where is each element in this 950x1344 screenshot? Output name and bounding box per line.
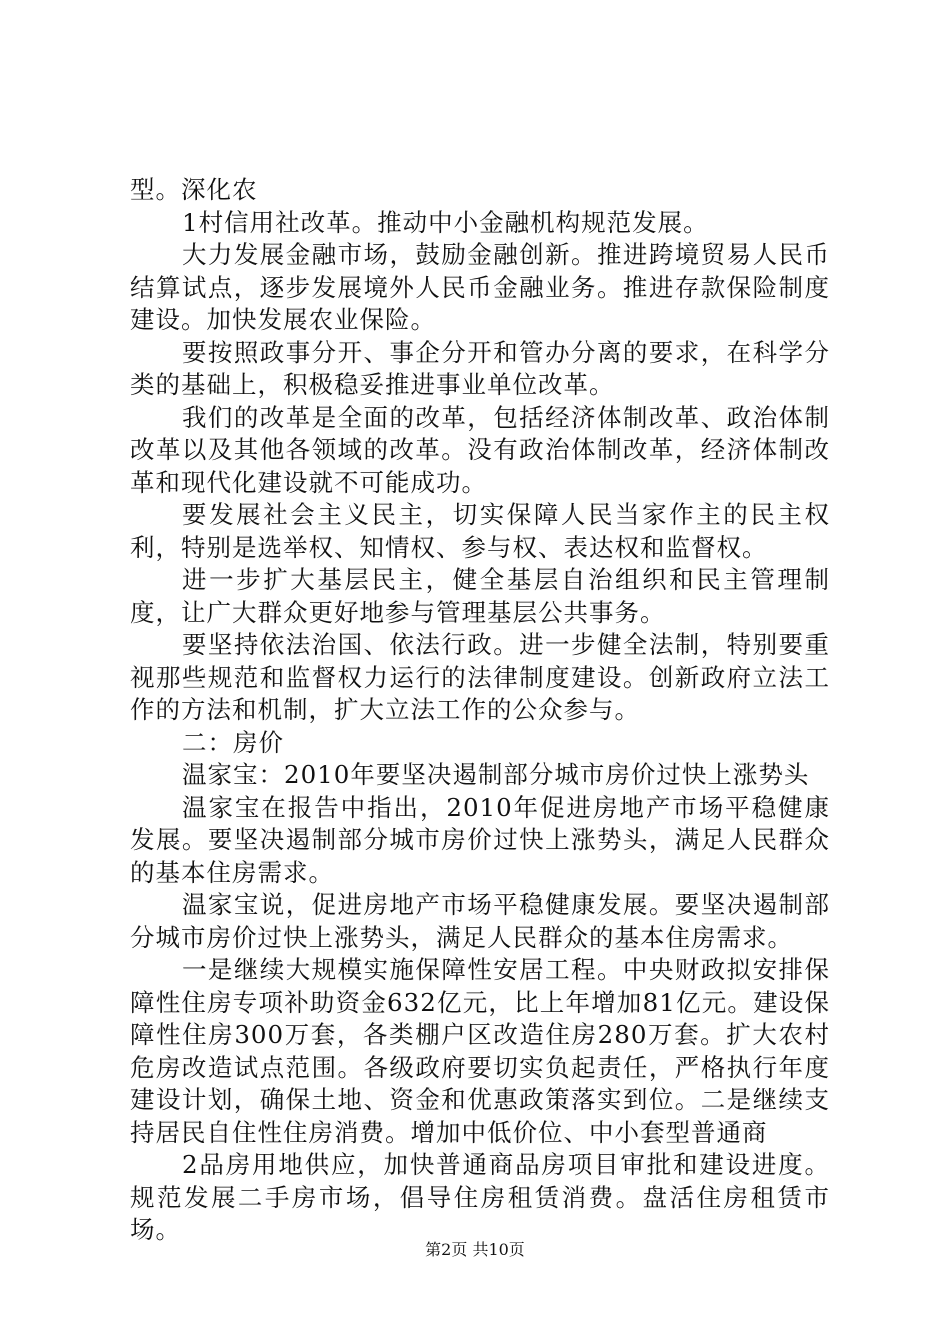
paragraph-5: 要发展社会主义民主，切实保障人民当家作主的民主权利，特别是选举权、知情权、参与权、表达权和监督权。 (130, 500, 830, 562)
paragraph-4: 我们的改革是全面的改革，包括经济体制改革、政治体制改革以及其他各领域的改革。没有政治体制改革，经济体制改革和现代化建设就不可能成功。 (130, 402, 830, 497)
paragraph-10: 温家宝在报告中指出，2010年促进房地产市场平稳健康发展。要坚决遏制部分城市房价过快上涨势头，满足人民群众的基本住房需求。 (130, 792, 830, 887)
paragraph-13: 2品房用地供应，加快普通商品房项目审批和建设进度。规范发展二手房市场，倡导住房租赁消费。盘活住房租赁市场。 (130, 1150, 830, 1244)
paragraph-2: 大力发展金融市场，鼓励金融创新。推进跨境贸易人民币结算试点，逐步发展境外人民币金融业务。推进存款保险制度建设。加快发展农业保险。 (130, 240, 830, 334)
document-body (130, 174, 830, 1247)
paragraph-3: 要按照政事分开、事企分开和管办分离的要求，在科学分类的基础上，积极稳妥推进事业单位改革。 (130, 337, 830, 399)
paragraph-7: 要坚持依法治国、依法行政。进一步健全法制，特别要重视那些规范和监督权力运行的法律制度建设。创新政府立法工作的方法和机制，扩大立法工作的公众参与。 (130, 630, 830, 724)
paragraph-1: 1村信用社改革。推动中小金融机构规范发展。 (182, 207, 709, 237)
page-number-footer: 第2页 共10页 (425, 1240, 525, 1259)
paragraph-9: 温家宝：2010年要坚决遏制部分城市房价过快上涨势头 (182, 760, 810, 789)
section-heading-housing: 二：房价 (182, 727, 284, 757)
paragraph-0: 型。深化农 (130, 175, 258, 204)
paragraph-11: 温家宝说，促进房地产市场平稳健康发展。要坚决遏制部分城市房价过快上涨势头，满足人民群众的基本住房需求。 (130, 890, 830, 952)
paragraph-6: 进一步扩大基层民主，健全基层自治组织和民主管理制度，让广大群众更好地参与管理基层公共事务。 (130, 565, 830, 627)
paragraph-12: 一是继续大规模实施保障性安居工程。中央财政拟安排保障性住房专项补助资金632亿元，比上年增加81亿元。建设保障性住房300万套，各类棚户区改造住房280万套。扩大农村危房改造试点范围。各级政府要切实负起责任，严格执行年度建设计划，确保土地、资金和优惠政策落实到位。二是继续支持居民自住性住房消费。增加中低价位、中小套型普通商 (130, 955, 830, 1147)
